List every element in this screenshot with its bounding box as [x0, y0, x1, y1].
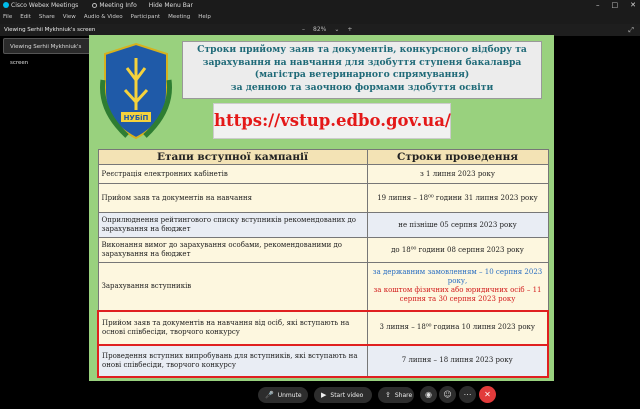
end-call-icon[interactable]: ✕ — [479, 386, 496, 403]
table-row — [98, 345, 548, 377]
menu-meeting[interactable]: Meeting — [168, 14, 191, 20]
menu-audio-video[interactable]: Audio & Video — [83, 14, 123, 20]
meeting-controls-bar — [0, 381, 640, 409]
more-options-icon[interactable]: ⋯ — [459, 386, 476, 403]
webex-logo-icon — [3, 2, 9, 8]
app-title-text: Cisco Webex Meetings — [11, 1, 79, 9]
zoom-level[interactable]: 82% — [313, 26, 327, 33]
camera-off-icon: ▶ — [321, 391, 327, 399]
menu-bar — [0, 10, 640, 24]
column-header-stages: Етапи вступної кампанії — [98, 150, 367, 165]
admission-schedule-table — [97, 149, 549, 378]
table-header-row — [98, 150, 548, 165]
slide-header — [182, 41, 542, 99]
start-video-label: Start video — [330, 391, 364, 399]
window-titlebar — [0, 0, 640, 10]
record-icon[interactable]: ◉ — [420, 386, 437, 403]
header-line: зарахування на навчання для здобуття ступеня бакалавра — [202, 56, 522, 68]
viewing-tooltip: Viewing Serhii Mykhniuk's screen — [3, 38, 91, 54]
header-line: Строки прийому заяв та документів, конкурсного відбору та — [197, 44, 527, 55]
menu-view[interactable]: View — [62, 14, 76, 20]
emblem-text: НУБіП — [123, 114, 149, 122]
menu-help[interactable]: Help — [198, 14, 211, 20]
admission-url: https://vstup.edbo.gov.ua/ — [213, 103, 451, 139]
term-cell — [367, 263, 548, 311]
window-controls — [596, 0, 636, 10]
university-emblem-icon — [97, 40, 175, 144]
table-row — [98, 263, 548, 311]
stage-cell: Прийом заяв та документів на навчання від осіб, які вступають на основі співбесіди, творчого конкурсу — [98, 311, 367, 345]
menu-file[interactable]: File — [3, 14, 13, 20]
table-row — [98, 184, 548, 213]
unmute-label: Unmute — [277, 391, 302, 399]
chevron-down-icon[interactable]: ⌄ — [334, 26, 340, 33]
table-row — [98, 238, 548, 263]
share-icon: ⇪ — [385, 391, 391, 399]
term-cell: 3 липня – 18⁰⁰ година 10 липня 2023 року — [367, 311, 548, 345]
menu-edit[interactable]: Edit — [20, 14, 31, 20]
term-cell: не пізніше 05 серпня 2023 року — [367, 213, 548, 238]
viewing-label: Viewing Serhii Mykhniuk's screen — [4, 27, 96, 33]
table-row — [98, 213, 548, 238]
meeting-info-label: Meeting Info — [99, 1, 137, 9]
term-self-funded: за коштом фізичних або юридичних осіб – 11 серпня та 30 серпня 2023 року — [373, 286, 542, 304]
start-video-button[interactable] — [314, 387, 372, 403]
term-cell: 7 липня – 18 липня 2023 року — [367, 345, 548, 377]
info-icon — [92, 3, 97, 8]
meeting-info-button[interactable] — [92, 2, 136, 9]
minimize-icon[interactable]: – — [596, 1, 600, 9]
zoom-out-icon[interactable]: – — [302, 26, 305, 33]
stage-cell: Зарахування вступників — [98, 263, 367, 311]
term-state-funded: за державним замовленням – 10 серпня 2023 року, — [372, 268, 543, 286]
shared-screen-slide — [89, 35, 554, 381]
stage-cell: Виконання вимог до зарахування особами, рекомендованими до зарахування на бюджет — [98, 238, 367, 263]
header-line: за денною та заочною формами здобуття освіти — [230, 81, 494, 93]
unmute-button[interactable] — [258, 387, 308, 403]
header-line: (магістра ветеринарного спрямування) — [254, 69, 470, 81]
table-row — [98, 165, 548, 184]
reactions-icon[interactable]: ☺ — [439, 386, 456, 403]
stage-cell: Оприлюднення рейтингового списку вступників рекомендованих до зарахування на бюджет — [98, 213, 367, 238]
close-icon[interactable]: ✕ — [630, 1, 636, 9]
stage-cell: Проведення вступних випробувань для вступників, які вступають на онові співбесіди, творчого конкурсу — [98, 345, 367, 377]
table-row — [98, 311, 548, 345]
app-title — [3, 2, 78, 9]
hide-menu-bar-button[interactable]: Hide Menu Bar — [148, 1, 193, 9]
share-label: Share — [394, 391, 413, 399]
stage-cell: Прийом заяв та документів на навчання — [98, 184, 367, 213]
fullscreen-icon[interactable]: ⤢ — [628, 26, 634, 34]
term-cell: до 18⁰⁰ години 08 серпня 2023 року — [367, 238, 548, 263]
zoom-in-icon[interactable]: + — [347, 26, 353, 33]
stage-cell: Реєстрація електронних кабінетів — [98, 165, 367, 184]
menu-participant[interactable]: Participant — [130, 14, 161, 20]
maximize-icon[interactable]: □ — [611, 1, 619, 9]
microphone-muted-icon: 🎤 — [265, 391, 274, 399]
menu-share[interactable]: Share — [38, 14, 55, 20]
term-cell: з 1 липня 2023 року — [367, 165, 548, 184]
zoom-control — [302, 26, 352, 33]
term-cell: 19 липня – 18⁰⁰ години 31 липня 2023 року — [367, 184, 548, 213]
share-button[interactable] — [378, 387, 414, 403]
column-header-terms: Строки проведення — [367, 150, 548, 165]
